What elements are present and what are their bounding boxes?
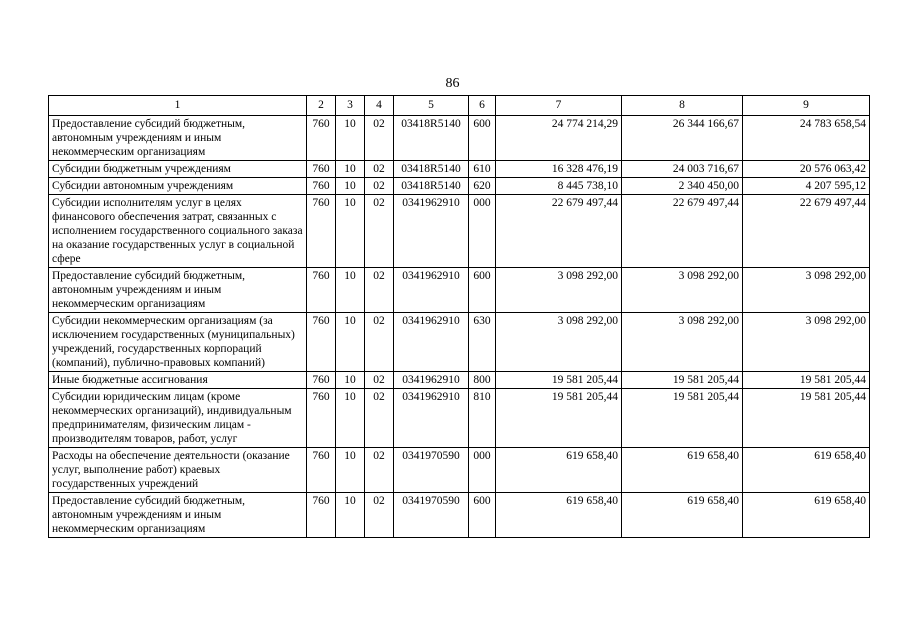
row-c9: 619 658,40 [743,493,870,538]
row-c7: 19 581 205,44 [496,372,622,389]
row-c4: 02 [365,313,394,372]
row-c3: 10 [336,161,365,178]
row-c5: 0341962910 [394,195,469,268]
table-row [49,116,870,161]
table-row [49,493,870,538]
row-c7: 3 098 292,00 [496,268,622,313]
row-c5: 0341970590 [394,493,469,538]
row-c2: 760 [307,493,336,538]
row-c4: 02 [365,372,394,389]
page-number: 86 [445,76,460,91]
row-c7: 16 328 476,19 [496,161,622,178]
row-c6: 600 [469,116,496,161]
row-c9: 3 098 292,00 [743,268,870,313]
row-name: Субсидии некоммерческим организациям (за исключением государственных (муниципальных) учреждений, государственных корпораций (компаний), публично-правовых компаний) [49,313,307,372]
row-c2: 760 [307,313,336,372]
table-row [49,268,870,313]
row-c7: 19 581 205,44 [496,389,622,448]
row-c3: 10 [336,493,365,538]
row-c4: 02 [365,493,394,538]
row-c4: 02 [365,178,394,195]
header-col-7: 7 [496,96,622,116]
row-c3: 10 [336,268,365,313]
row-c6: 000 [469,195,496,268]
header-col-3: 3 [336,96,365,116]
row-c5: 0341970590 [394,448,469,493]
row-c8: 19 581 205,44 [622,389,743,448]
row-c9: 19 581 205,44 [743,389,870,448]
row-c2: 760 [307,389,336,448]
header-col-8: 8 [622,96,743,116]
row-c6: 600 [469,268,496,313]
row-c3: 10 [336,313,365,372]
row-c4: 02 [365,389,394,448]
table-row [49,448,870,493]
row-c8: 19 581 205,44 [622,372,743,389]
row-c6: 630 [469,313,496,372]
row-c8: 22 679 497,44 [622,195,743,268]
row-c3: 10 [336,116,365,161]
row-c8: 3 098 292,00 [622,268,743,313]
table-row [49,389,870,448]
row-name: Субсидии бюджетным учреждениям [49,161,307,178]
header-col-5: 5 [394,96,469,116]
row-c2: 760 [307,448,336,493]
row-name: Субсидии автономным учреждениям [49,178,307,195]
row-c8: 2 340 450,00 [622,178,743,195]
table-row [49,313,870,372]
row-c4: 02 [365,448,394,493]
row-name: Расходы на обеспечение деятельности (оказание услуг, выполнение работ) краевых государственных учреждений [49,448,307,493]
row-name: Иные бюджетные ассигнования [49,372,307,389]
row-c6: 800 [469,372,496,389]
row-c5: 0341962910 [394,372,469,389]
row-c9: 3 098 292,00 [743,313,870,372]
row-c4: 02 [365,268,394,313]
row-name: Субсидии юридическим лицам (кроме некоммерческих организаций), индивидуальным предпринимателям, физическим лицам - производителям товаров, работ, услуг [49,389,307,448]
row-c7: 24 774 214,29 [496,116,622,161]
row-c5: 0341962910 [394,313,469,372]
table-row [49,372,870,389]
row-c3: 10 [336,389,365,448]
row-c3: 10 [336,178,365,195]
row-c4: 02 [365,195,394,268]
header-col-2: 2 [307,96,336,116]
header-col-6: 6 [469,96,496,116]
row-c2: 760 [307,195,336,268]
row-c8: 619 658,40 [622,493,743,538]
row-c6: 000 [469,448,496,493]
row-c5: 03418R5140 [394,116,469,161]
row-c3: 10 [336,195,365,268]
row-c2: 760 [307,372,336,389]
header-col-1: 1 [49,96,307,116]
row-c9: 20 576 063,42 [743,161,870,178]
header-col-4: 4 [365,96,394,116]
table-row [49,161,870,178]
row-c2: 760 [307,161,336,178]
row-name: Предоставление субсидий бюджетным, автономным учреждениям и иным некоммерческим организациям [49,268,307,313]
header-col-9: 9 [743,96,870,116]
row-c6: 600 [469,493,496,538]
row-c8: 619 658,40 [622,448,743,493]
row-c7: 619 658,40 [496,448,622,493]
row-name: Предоставление субсидий бюджетным, автономным учреждениям и иным некоммерческим организациям [49,493,307,538]
row-c5: 0341962910 [394,389,469,448]
row-c6: 620 [469,178,496,195]
row-c5: 03418R5140 [394,161,469,178]
header-row [49,96,870,116]
row-c5: 0341962910 [394,268,469,313]
row-c5: 03418R5140 [394,178,469,195]
row-c7: 8 445 738,10 [496,178,622,195]
row-c9: 4 207 595,12 [743,178,870,195]
row-c7: 22 679 497,44 [496,195,622,268]
row-c9: 24 783 658,54 [743,116,870,161]
row-c8: 24 003 716,67 [622,161,743,178]
row-c6: 810 [469,389,496,448]
row-c6: 610 [469,161,496,178]
row-c2: 760 [307,116,336,161]
table-row [49,178,870,195]
row-c4: 02 [365,161,394,178]
row-c3: 10 [336,448,365,493]
row-c2: 760 [307,268,336,313]
budget-table [48,95,870,538]
row-name: Предоставление субсидий бюджетным, автономным учреждениям и иным некоммерческим организациям [49,116,307,161]
row-c3: 10 [336,372,365,389]
row-c4: 02 [365,116,394,161]
row-c2: 760 [307,178,336,195]
row-c7: 3 098 292,00 [496,313,622,372]
table-row [49,195,870,268]
row-c7: 619 658,40 [496,493,622,538]
row-c8: 26 344 166,67 [622,116,743,161]
row-name: Субсидии исполнителям услуг в целях финансового обеспечения затрат, связанных с исполнением государственного социального заказа на оказание государственных услуг в социальной сфере [49,195,307,268]
row-c9: 19 581 205,44 [743,372,870,389]
row-c9: 22 679 497,44 [743,195,870,268]
row-c8: 3 098 292,00 [622,313,743,372]
row-c9: 619 658,40 [743,448,870,493]
